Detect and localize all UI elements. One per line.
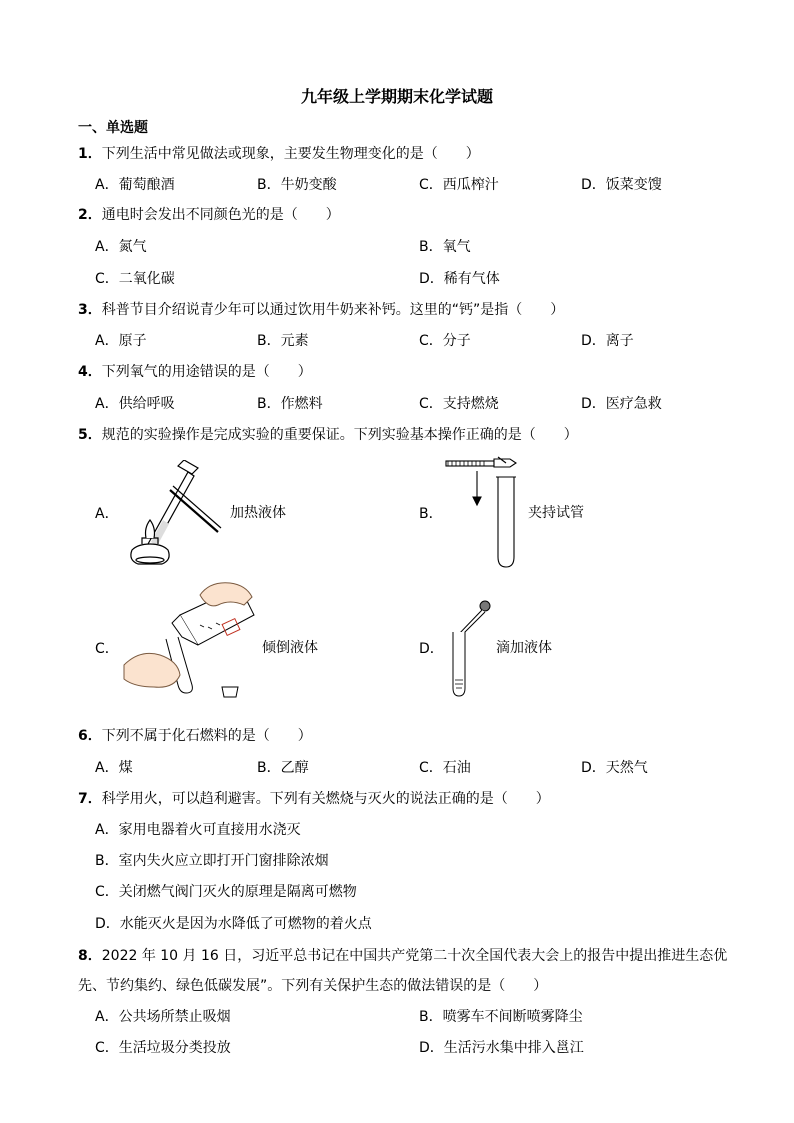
option-b: B．室内失火应立即打开门窗排除浓烟 <box>95 853 329 869</box>
option-c: C．西瓜榨汁 <box>419 177 499 193</box>
question-text: 科学用火，可以趋利避害。下列有关燃烧与灭火的说法正确的是（ ） <box>101 791 550 807</box>
clamp-test-tube-figure <box>444 455 524 570</box>
option-d: D．生活污水集中排入邕江 <box>419 1040 584 1056</box>
option-b: B．牛奶变酸 <box>257 177 337 193</box>
option-d: D． <box>419 641 444 657</box>
question-number: 4． <box>78 364 102 380</box>
dropping-liquid-figure <box>445 598 495 698</box>
question-number: 6． <box>78 728 102 744</box>
question-number: 3． <box>78 302 102 318</box>
question-2 <box>78 207 340 223</box>
question-text-continued: 先、节约集约、绿色低碳发展”。下列有关保护生态的做法错误的是（ ） <box>78 978 548 994</box>
question-text: 2022 年 10 月 16 日，习近平总书记在中国共产党第二十次全国代表大会上的报告中提出推进生态优 <box>101 948 728 964</box>
question-8 <box>78 948 727 964</box>
question-text: 下列氧气的用途错误的是（ ） <box>101 364 312 380</box>
question-number: 1． <box>78 146 102 162</box>
question-text: 规范的实验操作是完成实验的重要保证。下列实验基本操作正确的是（ ） <box>101 427 578 443</box>
figure-caption: 滴加液体 <box>496 640 552 656</box>
question-3 <box>78 302 564 318</box>
option-c: C． <box>95 641 119 657</box>
option-d: D．天然气 <box>581 760 648 776</box>
question-text: 下列不属于化石燃料的是（ ） <box>101 728 312 744</box>
question-number: 8． <box>78 948 102 964</box>
option-a: A． <box>95 506 119 522</box>
option-b: B．作燃料 <box>257 396 323 412</box>
page-title: 九年级上学期期末化学试题 <box>300 87 493 106</box>
option-b: B． <box>419 506 443 522</box>
option-c: C．二氧化碳 <box>95 271 175 287</box>
question-1 <box>78 146 480 162</box>
question-number: 7． <box>78 791 102 807</box>
question-7 <box>78 791 550 807</box>
option-d: D．离子 <box>581 333 634 349</box>
option-b: B．喷雾车不间断喷雾降尘 <box>419 1009 583 1025</box>
question-number: 2． <box>78 207 102 223</box>
question-5 <box>78 427 578 443</box>
section-heading: 一、单选题 <box>78 120 148 136</box>
question-text: 科普节目介绍说青少年可以通过饮用牛奶来补钙。这里的“钙”是指（ ） <box>101 302 565 318</box>
option-b: B．乙醇 <box>257 760 309 776</box>
option-c: C．生活垃圾分类投放 <box>95 1040 231 1056</box>
option-c: C．石油 <box>419 760 471 776</box>
option-d: D．饭菜变馊 <box>581 177 662 193</box>
question-text: 下列生活中常见做法或现象，主要发生物理变化的是（ ） <box>101 146 480 162</box>
option-a: A．葡萄酿酒 <box>95 177 175 193</box>
option-c: C．关闭燃气阀门灭火的原理是隔离可燃物 <box>95 884 357 900</box>
question-number: 5． <box>78 427 102 443</box>
figure-caption: 倾倒液体 <box>262 640 318 656</box>
option-c: C．分子 <box>419 333 471 349</box>
option-a: A．家用电器着火可直接用水浇灭 <box>95 822 301 838</box>
question-6 <box>78 728 312 744</box>
option-d: D．稀有气体 <box>419 271 500 287</box>
figure-caption: 夹持试管 <box>528 505 584 521</box>
heating-liquid-figure <box>118 460 230 570</box>
question-4 <box>78 364 312 380</box>
option-a: A．原子 <box>95 333 147 349</box>
option-a: A．供给呼吸 <box>95 396 175 412</box>
option-a: A．氮气 <box>95 239 147 255</box>
question-text: 通电时会发出不同颜色光的是（ ） <box>101 207 340 223</box>
figure-caption: 加热液体 <box>230 505 286 521</box>
option-d: D．医疗急救 <box>581 396 662 412</box>
option-a: A．煤 <box>95 760 133 776</box>
option-c: C．支持燃烧 <box>419 396 499 412</box>
option-b: B．元素 <box>257 333 309 349</box>
option-a: A．公共场所禁止吸烟 <box>95 1009 231 1025</box>
option-b: B．氧气 <box>419 239 471 255</box>
option-d: D．水能灭火是因为水降低了可燃物的着火点 <box>95 916 372 932</box>
pouring-liquid-figure <box>120 575 265 700</box>
